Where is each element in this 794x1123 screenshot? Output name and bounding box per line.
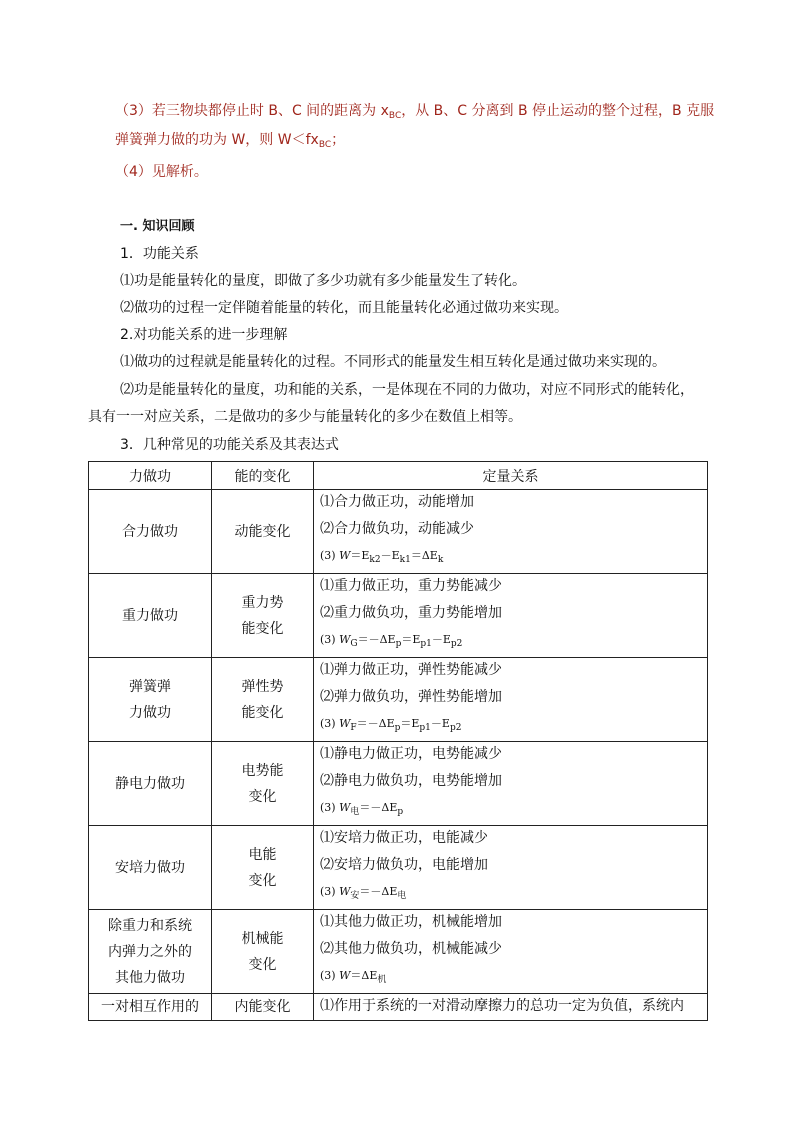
energy-label-line: 机械能 bbox=[241, 930, 284, 947]
work-energy-table bbox=[88, 461, 708, 1021]
p3-title: 3．几种常见的功能关系及其表达式 bbox=[120, 437, 339, 453]
relation-line: ⑴合力做正功，动能增加 bbox=[320, 494, 474, 510]
answer-3-text-c: 弹簧弹力做的功为 W，则 W＜fx bbox=[115, 132, 319, 148]
relation-line: ⑴其他力做正功，机械能增加 bbox=[320, 914, 502, 930]
energy-label-line: 弹性势 bbox=[241, 678, 284, 695]
force-label: 合力做功 bbox=[122, 523, 178, 540]
header-force: 力做功 bbox=[89, 462, 212, 490]
energy-label-line: 变化 bbox=[248, 872, 277, 889]
relation-line: ⑵弹力做负功，弹性势能增加 bbox=[320, 689, 502, 705]
energy-cell bbox=[212, 490, 314, 574]
p1-item-1: ⑴功是能量转化的量度，即做了多少功就有多少能量发生了转化。 bbox=[120, 273, 526, 289]
energy-label-line: 电势能 bbox=[241, 762, 284, 779]
answer-3-sub-b: BC bbox=[318, 140, 332, 150]
table-row bbox=[89, 658, 708, 742]
p1-item-2: ⑵做功的过程一定伴随着能量的转化，而且能量转化必通过做功来实现。 bbox=[120, 300, 568, 316]
relation-line: ⑵静电力做负功，电势能增加 bbox=[320, 773, 502, 789]
p1-title: 1．功能关系 bbox=[120, 246, 199, 262]
relation-cell bbox=[314, 490, 708, 574]
energy-cell bbox=[212, 742, 314, 826]
energy-label-line: 能变化 bbox=[241, 620, 284, 637]
answer-3-line-2 bbox=[115, 130, 345, 155]
table-row bbox=[89, 574, 708, 658]
force-label: 安培力做功 bbox=[115, 859, 185, 876]
force-label: 静电力做功 bbox=[115, 775, 185, 792]
force-cell bbox=[89, 658, 212, 742]
table-row bbox=[89, 490, 708, 574]
answer-3-text-b: ，从 B、C 分离到 B 停止运动的整个过程，B 克服 bbox=[401, 103, 715, 119]
relation-formula: (3) $W_G=-\Delta E_p=E_{p1}-E_{p2}$ bbox=[320, 633, 463, 649]
force-label-line: 弹簧弹 bbox=[129, 678, 171, 695]
table-row bbox=[89, 994, 708, 1021]
relation-line: ⑵安培力做负功，电能增加 bbox=[320, 857, 488, 873]
relation-line: ⑴安培力做正功，电能减少 bbox=[320, 830, 488, 846]
relation-formula: (3) $W=E_{k2}-E_{k1}=\Delta E_k$ bbox=[320, 549, 444, 565]
answer-3-text-d: ； bbox=[331, 132, 346, 148]
relation-cell bbox=[314, 742, 708, 826]
force-cell bbox=[89, 910, 212, 994]
relation-line: ⑵合力做负功，动能减少 bbox=[320, 521, 474, 537]
force-label-line: 除重力和系统 bbox=[108, 917, 192, 934]
relation-line: ⑴重力做正功，重力势能减少 bbox=[320, 578, 502, 594]
energy-label: 动能变化 bbox=[234, 523, 291, 540]
force-label-line: 其他力做功 bbox=[115, 969, 185, 986]
force-label: 重力做功 bbox=[122, 607, 178, 624]
energy-label-line: 变化 bbox=[248, 956, 277, 973]
force-cell bbox=[89, 574, 212, 658]
relation-line: ⑵其他力做负功，机械能减少 bbox=[320, 941, 502, 957]
section-heading: 一. 知识回顾 bbox=[120, 219, 195, 234]
answer-3-line-1 bbox=[115, 101, 714, 126]
relation-formula: (3) $W_电=-\Delta E_p$ bbox=[320, 801, 404, 817]
energy-label-line: 能变化 bbox=[241, 704, 284, 721]
energy-cell bbox=[212, 658, 314, 742]
relation-line: ⑵重力做负功，重力势能增加 bbox=[320, 605, 502, 621]
force-label-line: 力做功 bbox=[129, 704, 171, 721]
force-label-line: 内弹力之外的 bbox=[108, 943, 192, 960]
energy-label-line: 重力势 bbox=[241, 594, 284, 611]
p2-item-2b: 具有一一对应关系，二是做功的多少与能量转化的多少在数值上相等。 bbox=[88, 409, 522, 425]
energy-cell bbox=[212, 994, 314, 1021]
p2-title: 2.对功能关系的进一步理解 bbox=[120, 327, 288, 343]
table-row bbox=[89, 742, 708, 826]
relation-cell bbox=[314, 574, 708, 658]
answer-3-sub-a: BC bbox=[388, 111, 402, 121]
header-energy: 能的变化 bbox=[212, 462, 314, 490]
table-header-row bbox=[89, 462, 708, 490]
energy-label-line: 电能 bbox=[248, 846, 277, 863]
p2-item-2a: ⑵功是能量转化的量度，功和能的关系，一是体现在不同的力做功，对应不同形式的能转化， bbox=[120, 382, 694, 398]
energy-cell bbox=[212, 910, 314, 994]
relation-formula: (3) $W_F=-\Delta E_p=E_{p1}-E_{p2}$ bbox=[320, 717, 462, 733]
relation-line: ⑴静电力做正功，电势能减少 bbox=[320, 746, 502, 762]
relation-line: ⑴作用于系统的一对滑动摩擦力的总功一定为负值，系统内 bbox=[320, 998, 684, 1014]
header-relation: 定量关系 bbox=[314, 462, 708, 490]
energy-cell bbox=[212, 826, 314, 910]
energy-label: 内能变化 bbox=[234, 999, 291, 1015]
relation-line: ⑴弹力做正功，弹性势能减少 bbox=[320, 662, 502, 678]
force-cell bbox=[89, 826, 212, 910]
force-cell bbox=[89, 490, 212, 574]
force-cell bbox=[89, 742, 212, 826]
force-cell bbox=[89, 994, 212, 1021]
relation-cell bbox=[314, 658, 708, 742]
relation-cell bbox=[314, 910, 708, 994]
answer-3-text-a: （3）若三物块都停止时 B、C 间的距离为 x bbox=[115, 103, 389, 119]
relation-cell bbox=[314, 994, 708, 1021]
energy-cell bbox=[212, 574, 314, 658]
table-row bbox=[89, 910, 708, 994]
table-row bbox=[89, 826, 708, 910]
relation-cell bbox=[314, 826, 708, 910]
force-label: 一对相互作用的 bbox=[101, 999, 199, 1015]
relation-formula: (3) $W=\Delta E_机$ bbox=[320, 969, 387, 985]
answer-4: （4）见解析。 bbox=[115, 164, 208, 180]
p2-item-1: ⑴做功的过程就是能量转化的过程。不同形式的能量发生相互转化是通过做功来实现的。 bbox=[120, 354, 666, 370]
energy-label-line: 变化 bbox=[248, 788, 277, 805]
relation-formula: (3) $W_安=-\Delta E_电$ bbox=[320, 885, 407, 901]
